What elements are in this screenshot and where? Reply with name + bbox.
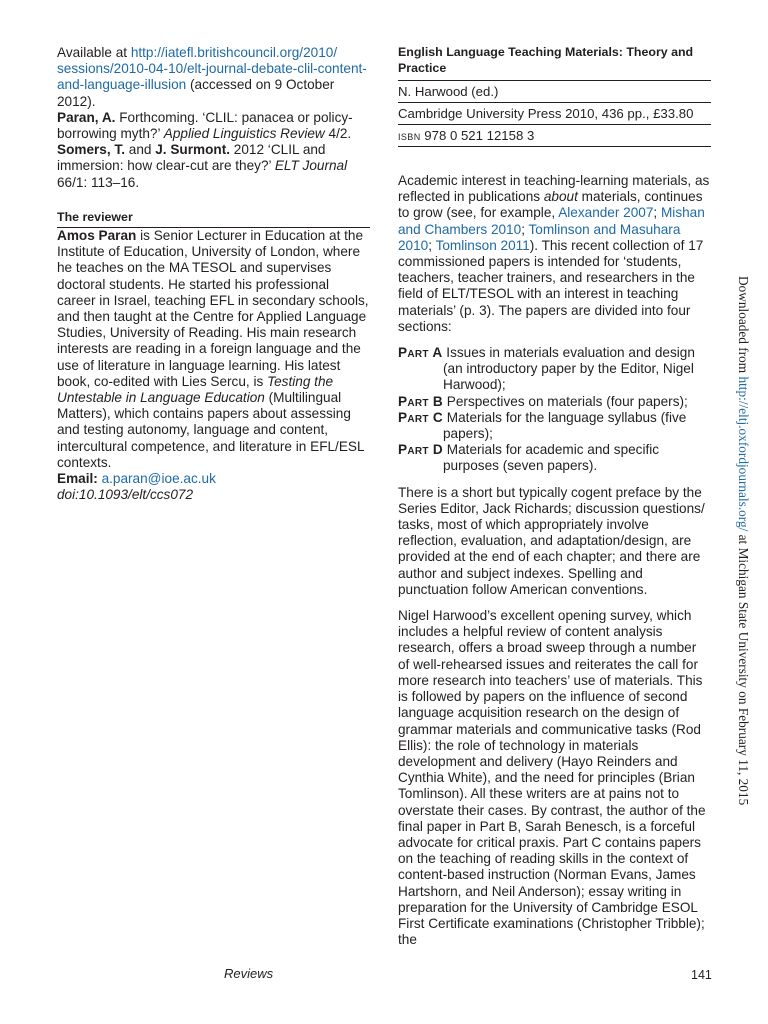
p1-text-b: materials, continues to grow (see, for example,	[398, 189, 703, 221]
ref-somers-author: Somers, T.	[57, 142, 125, 158]
part-label: Part D	[398, 442, 444, 458]
download-notice-pre: Downloaded from	[736, 276, 751, 377]
citation-link-tomlinson-masuhara[interactable]: Tomlinson and Masuhara 2010	[398, 221, 681, 253]
reference-somers	[57, 142, 370, 191]
ref-surmont-author: J. Surmont.	[155, 142, 231, 158]
right-column	[398, 45, 711, 948]
p1-about: about	[543, 189, 578, 205]
ref-paran-title: Forthcoming. ‘CLIL: panacea or policy-borrowing myth?’	[57, 109, 353, 142]
p1-sep-1: ;	[653, 205, 661, 221]
citation-link-tomlinson[interactable]: Tomlinson 2011	[435, 237, 530, 253]
p1-sep-2: ;	[521, 221, 529, 237]
ref-somers-issue: 66/1: 113–16.	[57, 174, 140, 190]
ref-somers-and: and	[125, 142, 156, 158]
part-item	[398, 442, 711, 474]
part-text: Issues in materials evaluation and design (an introductory paper by the Editor, Nigel Harwood);	[442, 345, 695, 393]
footer-section: Reviews	[224, 966, 274, 981]
reviewer-heading: The reviewer	[57, 209, 370, 228]
reviewer-name: Amos Paran	[57, 228, 137, 244]
ref-paran-journal: Applied Linguistics Review	[163, 126, 325, 142]
p1-text-d: ). This recent collection of 17 commissioned papers is intended for ‘students, teachers, teacher trainers, and researchers in the field of ELT/TESOL with an interest in teaching materials’ (p. 3). The papers are divided into four sections:	[398, 237, 704, 334]
parts-list	[398, 345, 711, 475]
reviewer-bio	[57, 228, 370, 471]
reviewer-email-line	[57, 471, 370, 487]
ref-available-at: Available at	[57, 45, 131, 60]
reference-paran	[57, 110, 370, 142]
ref-somers-title: 2012 ‘CLIL and immersion: how clear-cut are they?’	[57, 142, 326, 174]
citation-link-alexander[interactable]: Alexander 2007	[558, 205, 654, 221]
email-link[interactable]: a.paran@ioe.ac.uk	[101, 471, 216, 487]
review-paragraph-3: Nigel Harwood’s excellent opening survey, which includes a helpful review of content analysis research, offers a broad sweep through a number of well-rehearsed issues and reiterates the call for more research into teachers’ use of materials. This is followed by papers on the influence of second language acquisition research on the design of grammar materials and communicative tasks (Rod Ellis): the role of technology in materials development and delivery (Hayo Reinders and Cynthia White), and the need for principles (Brian Tomlinson). All these writers are at pains not to overstate their cases. By contrast, the author of the final paper in Part B, Sarah Benesch, is a forceful advocate for critical praxis. Part C contains papers on the teaching of reading skills in the context of content-based instruction (Norman Evans, James Hartshorn, and Neil Anderson); essay writing in preparation for the University of Cambridge ESOL First Certificate examinations (Christopher Tribble); the	[398, 608, 706, 948]
email-label: Email:	[57, 471, 98, 487]
download-notice-post: at Michigan State University on February 11, 2015	[736, 531, 751, 806]
page-number: 141	[691, 968, 712, 982]
part-label: Part C	[398, 409, 444, 425]
book-isbn	[398, 125, 711, 147]
ref-paran-issue: 4/2.	[324, 126, 352, 142]
reference-iatefl	[57, 45, 370, 110]
p1-text-a: Academic interest in teaching-learning materials, as reflected in publications	[398, 173, 710, 205]
iatefl-link[interactable]: http://iatefl.britishcouncil.org/2010/ sessions/2010-04-10/elt-journal-debate-clil-content-and-language-illusion	[57, 45, 367, 93]
ref-somers-journal: ELT Journal	[274, 158, 348, 174]
part-text: Materials for the language syllabus (five papers);	[443, 409, 687, 442]
part-label: Part A	[398, 345, 443, 361]
download-notice	[731, 276, 755, 806]
isbn-label: isbn	[398, 128, 421, 143]
part-text: Materials for academic and specific purposes (seven papers).	[443, 442, 660, 474]
ref-paran-author: Paran, A.	[57, 109, 116, 125]
eltj-link[interactable]: http://eltj.oxfordjournals.org/	[736, 376, 751, 532]
citation-link-mishan[interactable]: Mishan and Chambers 2010	[398, 205, 705, 237]
reviewer-bio-text: is Senior Lecturer in Education at the Institute of Education, University of London, where he teaches on the MA TESOL and supervises doctoral students. He started his professional career in Israel, teaching EFL in secondary schools, and then taught at the Centre for Applied Language Studies, University of Reading. His main research interests are reading in a foreign language and the use of literature in language learning. His latest book, co-edited with Lies Sercu, is	[57, 228, 369, 389]
isbn-number: 978 0 521 12158 3	[420, 128, 535, 143]
part-item	[398, 394, 711, 410]
review-paragraph-1	[398, 173, 711, 335]
left-column	[57, 45, 370, 503]
book-publisher: Cambridge University Press 2010, 436 pp., £33.80	[398, 103, 711, 125]
reviewer-bio-text-end: (Multilingual Matters), which contains papers about assessing and testing autonomy, language and content, intercultural competence, and literature in EFL/ESL contexts.	[57, 390, 365, 470]
part-text: Perspectives on materials (four papers);	[443, 393, 688, 409]
book-editor: N. Harwood (ed.)	[398, 81, 711, 103]
doi-text: doi:10.1093/elt/ccs072	[57, 487, 194, 503]
p1-sep-3: ;	[428, 237, 436, 253]
part-item	[398, 410, 711, 442]
reviewer-book-title: Testing the Untestable in Language Education	[57, 373, 334, 406]
ref-accessed: (accessed on 9 October 2012).	[57, 77, 335, 109]
book-title: English Language Teaching Materials: Theory and Practice	[398, 45, 711, 81]
part-label: Part B	[398, 393, 444, 409]
review-paragraph-2: There is a short but typically cogent preface by the Series Editor, Jack Richards; discussion questions/ tasks, most of which appropriately involve reflection, evaluation, and adaptation/design, are provided at the end of each chapter; and there are author and subject indexes. Spelling and punctuation follow American conventions.	[398, 484, 705, 597]
part-item	[398, 345, 711, 394]
doi	[57, 487, 370, 503]
download-sidebar	[735, 276, 759, 806]
